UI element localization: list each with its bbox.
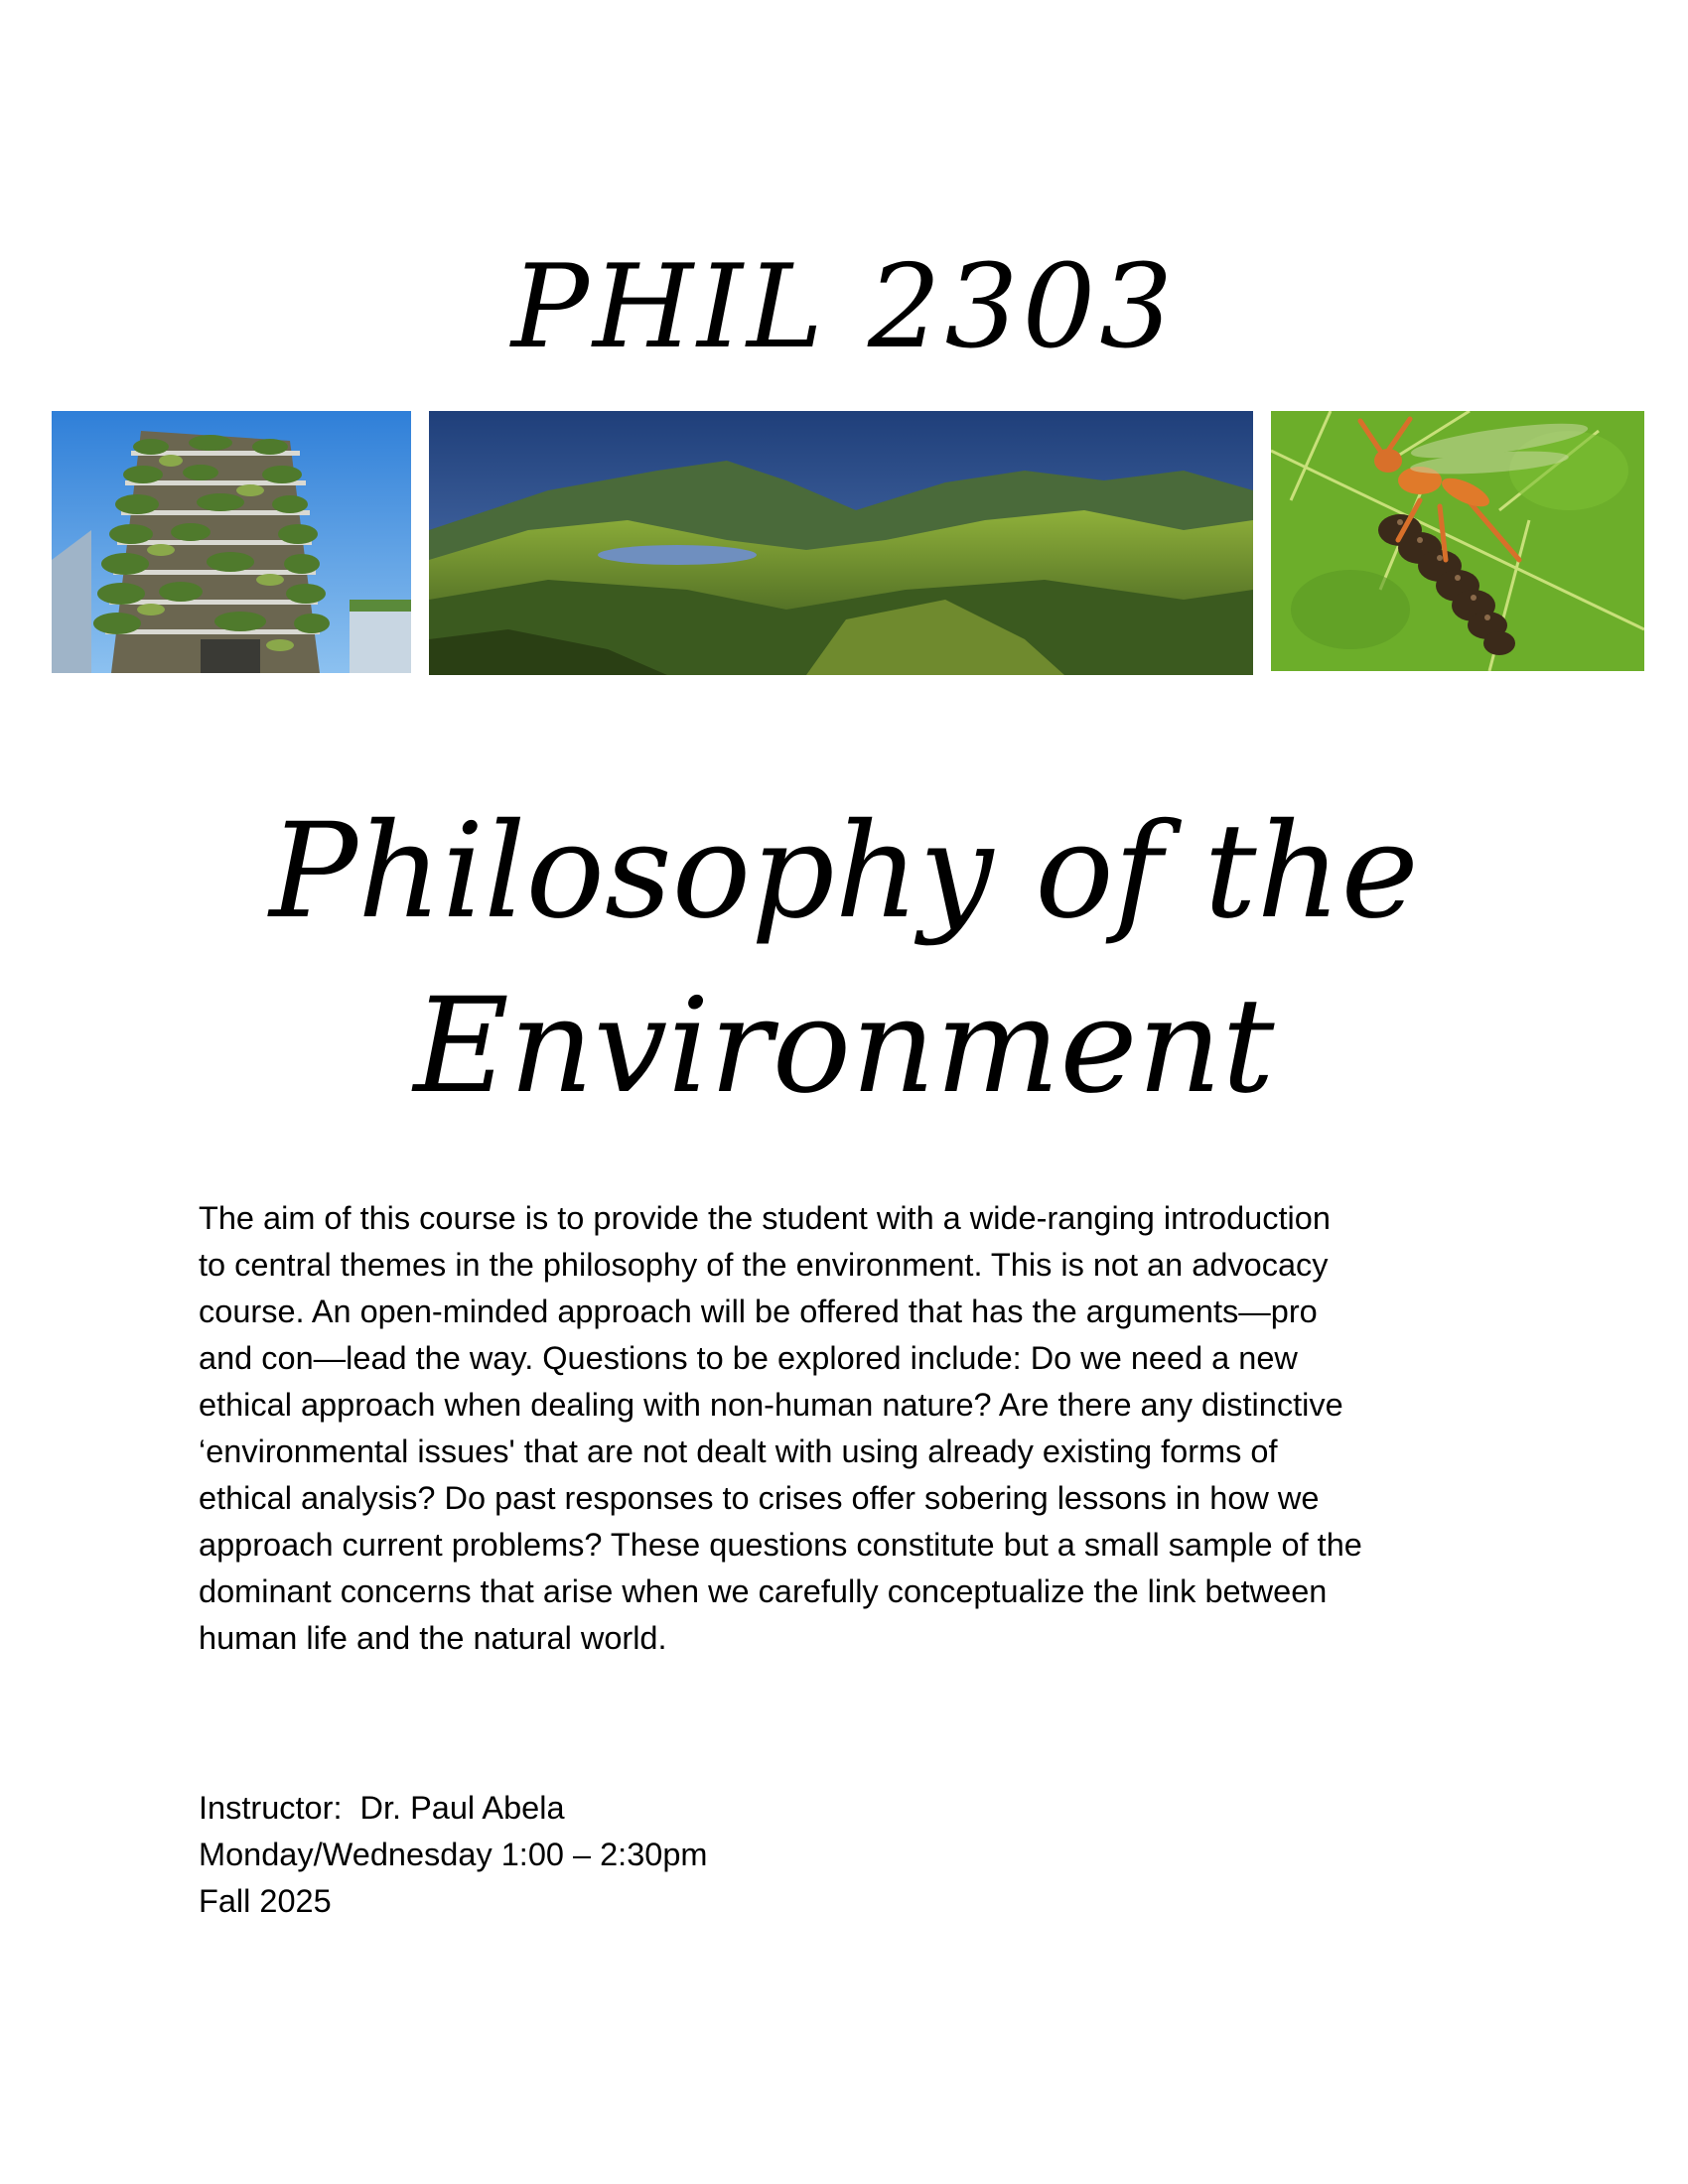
description-line: human life and the natural world. — [199, 1620, 667, 1656]
description-line: The aim of this course is to provide the student with a wide-ranging introduction — [199, 1200, 1331, 1236]
course-title-line-2: Environment — [413, 970, 1275, 1123]
description-line: ethical analysis? Do past responses to crises offer sobering lessons in how we — [199, 1480, 1320, 1516]
description-line: ethical approach when dealing with non-human nature? Are there any distinctive — [199, 1387, 1343, 1423]
course-info — [199, 1785, 708, 1925]
schedule: Monday/Wednesday 1:00 – 2:30pm — [199, 1837, 708, 1872]
description-line: and con—lead the way. Questions to be explored include: Do we need a new — [199, 1340, 1298, 1376]
description-line: approach current problems? These questions constitute but a small sample of the — [199, 1527, 1362, 1563]
instructor: Instructor: Dr. Paul Abela — [199, 1790, 565, 1826]
description-line: dominant concerns that arise when we carefully conceptualize the link between — [199, 1573, 1328, 1609]
wasp-and-caterpillar-on-leaf-photo — [1271, 411, 1644, 671]
course-code: PHIL 2303 — [510, 240, 1178, 374]
course-title — [0, 784, 1688, 1134]
green-mountain-landscape-photo — [429, 411, 1253, 675]
term: Fall 2025 — [199, 1883, 332, 1919]
course-title-line-1: Philosophy of the — [269, 795, 1419, 948]
vertical-forest-tower-photo — [52, 411, 411, 673]
description-line: course. An open-minded approach will be offered that has the arguments—pro — [199, 1294, 1318, 1329]
description-line: ‘environmental issues' that are not dealt with using already existing forms of — [199, 1433, 1278, 1469]
course-description — [199, 1195, 1499, 1662]
description-line: to central themes in the philosophy of the environment. This is not an advocacy — [199, 1247, 1329, 1283]
